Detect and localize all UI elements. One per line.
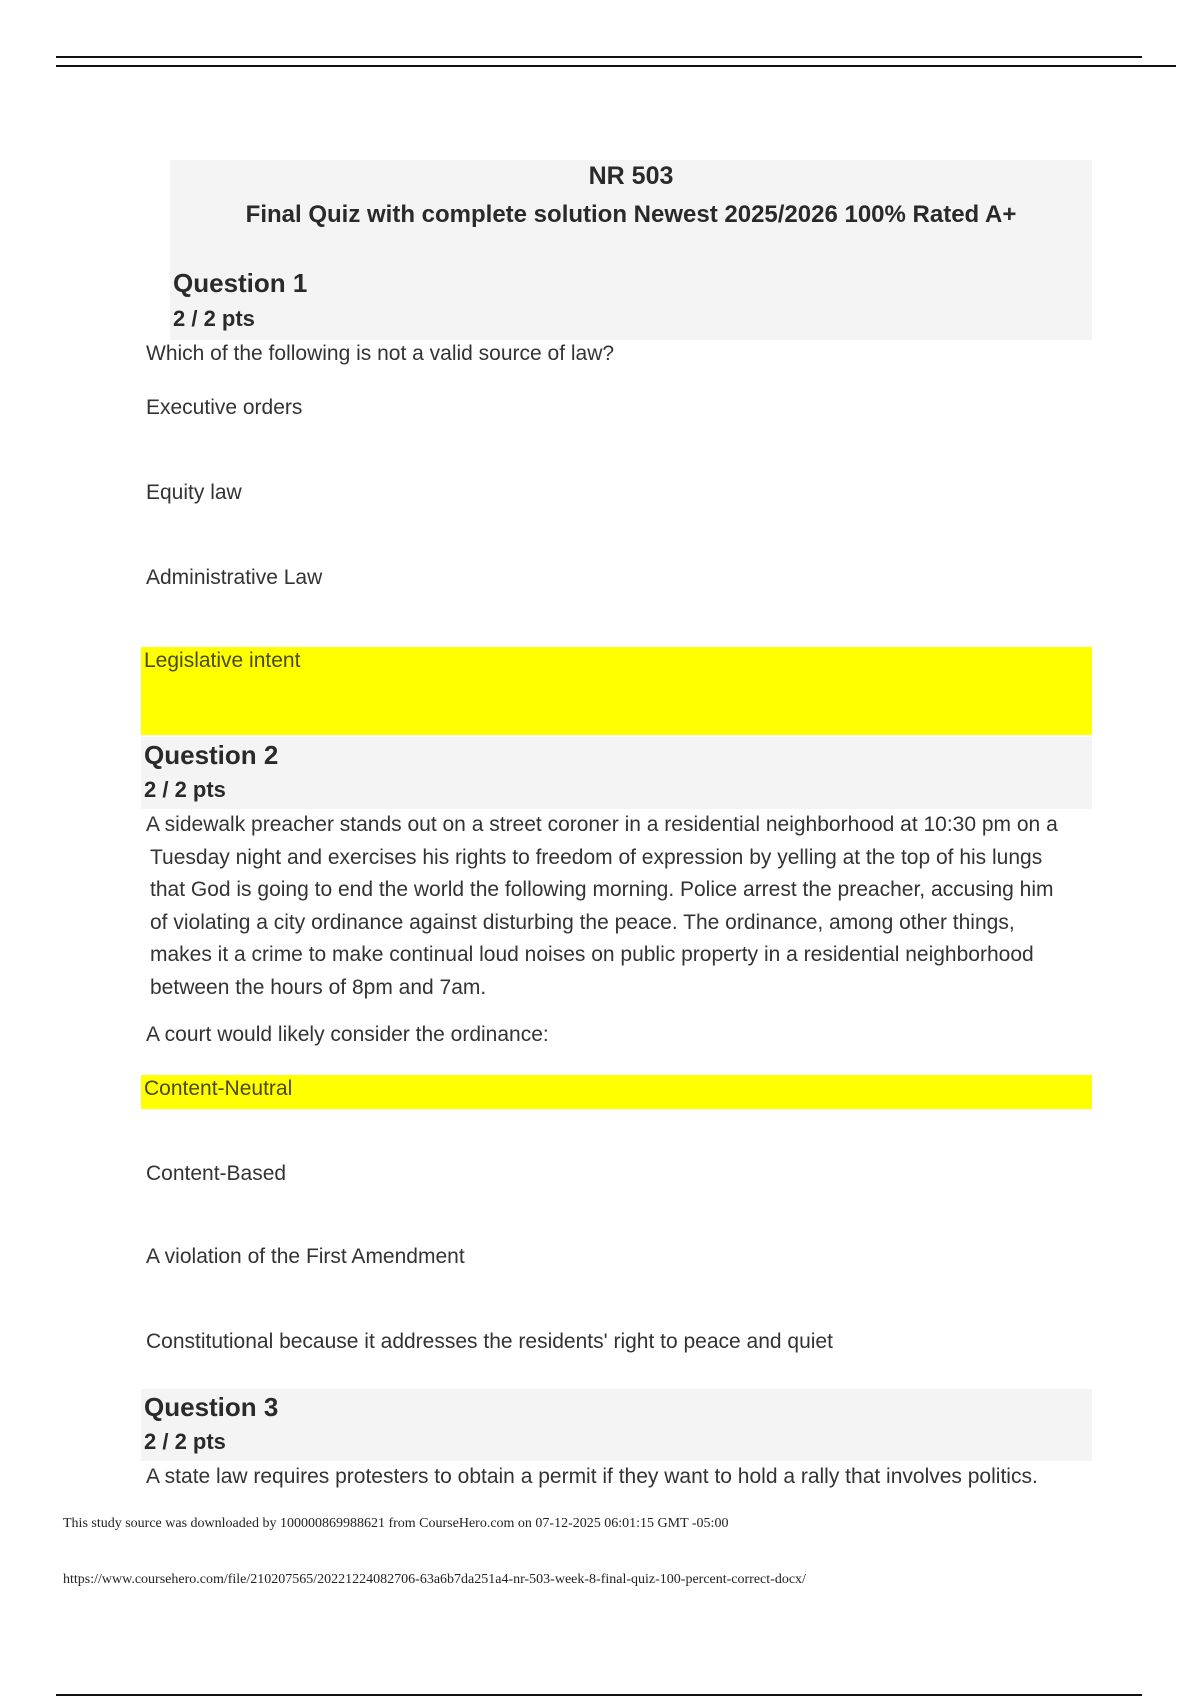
document-title: Final Quiz with complete solution Newest 2025/2026 100% Rated A+ [245, 201, 1017, 228]
question-3-points: 2 / 2 pts [144, 1429, 226, 1454]
scenario-line: Tuesday night and exercises his rights to freedom of expression by yelling at the top of his lungs [150, 845, 1043, 869]
question-1-answer-d-highlighted: Legislative intent [144, 649, 301, 672]
question-3-heading: Question 3 [144, 1392, 279, 1422]
question-3-header-panel [141, 1389, 1092, 1461]
question-2-heading: Question 2 [144, 740, 279, 770]
question-1-points: 2 / 2 pts [173, 306, 255, 331]
question-2-answer-c: A violation of the First Amendment [146, 1245, 465, 1268]
scenario-line: of violating a city ordinance against disturbing the peace. The ordinance, among other things, [150, 910, 1015, 934]
question-2-prompt: A court would likely consider the ordinance: [146, 1023, 549, 1046]
top-rule-secondary [56, 65, 1176, 67]
question-1-heading: Question 1 [173, 268, 308, 298]
question-1-answer-c: Administrative Law [146, 566, 323, 589]
question-2-answer-a-highlighted: Content-Neutral [144, 1077, 293, 1100]
source-url[interactable]: https://www.coursehero.com/file/210207565/20221224082706-63a6b7da251a4-nr-503-week-8-final-quiz-100-percent-correct-docx/ [63, 1572, 806, 1587]
question-2-header-panel [141, 737, 1092, 809]
scenario-line: A sidewalk preacher stands out on a street coroner in a residential neighborhood at 10:30 pm on a [146, 813, 1058, 836]
scenario-line: makes it a crime to make continual loud noises on public property in a residential neighborhood [150, 943, 1034, 966]
question-1-answer-a: Executive orders [146, 396, 303, 419]
scenario-line: that God is going to end the world the following morning. Police arrest the preacher, accusing him [150, 878, 1054, 901]
course-code: NR 503 [588, 162, 674, 190]
top-rule [56, 56, 1142, 58]
question-2-scenario [146, 809, 1096, 1004]
question-1-prompt: Which of the following is not a valid source of law? [146, 342, 615, 365]
question-3-prompt: A state law requires protesters to obtain a permit if they want to hold a rally that involves politics. [146, 1465, 1038, 1488]
question-2-answer-b: Content-Based [146, 1162, 287, 1185]
scenario-line: between the hours of 8pm and 7am. [150, 975, 487, 999]
download-notice: This study source was downloaded by 100000869988621 from CourseHero.com on 07-12-2025 06:01:15 GMT -05:00 [63, 1516, 729, 1531]
question-2-points: 2 / 2 pts [144, 777, 226, 802]
question-2-answer-d: Constitutional because it addresses the residents' right to peace and quiet [146, 1330, 833, 1353]
bottom-rule [56, 1694, 1142, 1696]
question-1-answer-b: Equity law [146, 481, 242, 504]
